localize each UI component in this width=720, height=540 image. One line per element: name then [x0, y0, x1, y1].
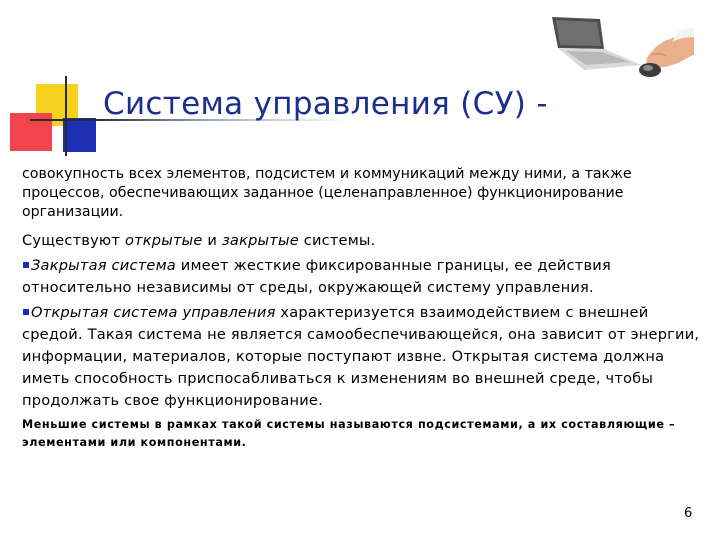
page-number: 6 — [684, 506, 693, 521]
closed-system-bullet — [22, 255, 702, 299]
decor-vertical-line — [65, 76, 67, 156]
decor-blue-square — [63, 118, 96, 152]
definition-text: совокупность всех элементов, подсистем и коммуникаций между ними, а также процессов, обеспечивающих заданное (целенаправленное) функционирование организации. — [22, 166, 632, 220]
closed-system-text: имеет жесткие фиксированные границы, ее действия относительно независимы от среды, окружающей систему управления. — [22, 257, 611, 296]
open-word: открытые — [124, 232, 203, 249]
square-bullet-icon — [23, 309, 29, 315]
open-system-bullet — [22, 302, 702, 412]
slide-body — [22, 165, 702, 455]
subsystems-note: Меньшие системы в рамках такой системы называются подсистемами, а их составляющие – элементами или компонентами. — [22, 418, 676, 449]
slide-title: Система управления (СУ) - — [103, 86, 548, 122]
closed-system-term: Закрытая система — [31, 257, 176, 274]
exist-post: системы. — [298, 232, 376, 249]
closed-word: закрытые — [221, 232, 299, 249]
systems-types-sentence — [22, 230, 702, 252]
laptop-hand-photo — [544, 15, 694, 83]
exist-mid: и — [202, 232, 222, 249]
open-system-text: характеризуется взаимодействием с внешней средой. Такая система не является самообеспечивающейся, она зависит от энергии, информации, материалов, которые поступают извне. Открытая система должна иметь способность приспосабливаться к изменениям во внешней среде, чтобы продолжать свое функционирование. — [22, 304, 700, 409]
square-bullet-icon — [23, 262, 29, 268]
exist-pre: Существуют — [22, 232, 125, 249]
open-system-term: Открытая система управления — [31, 304, 276, 321]
